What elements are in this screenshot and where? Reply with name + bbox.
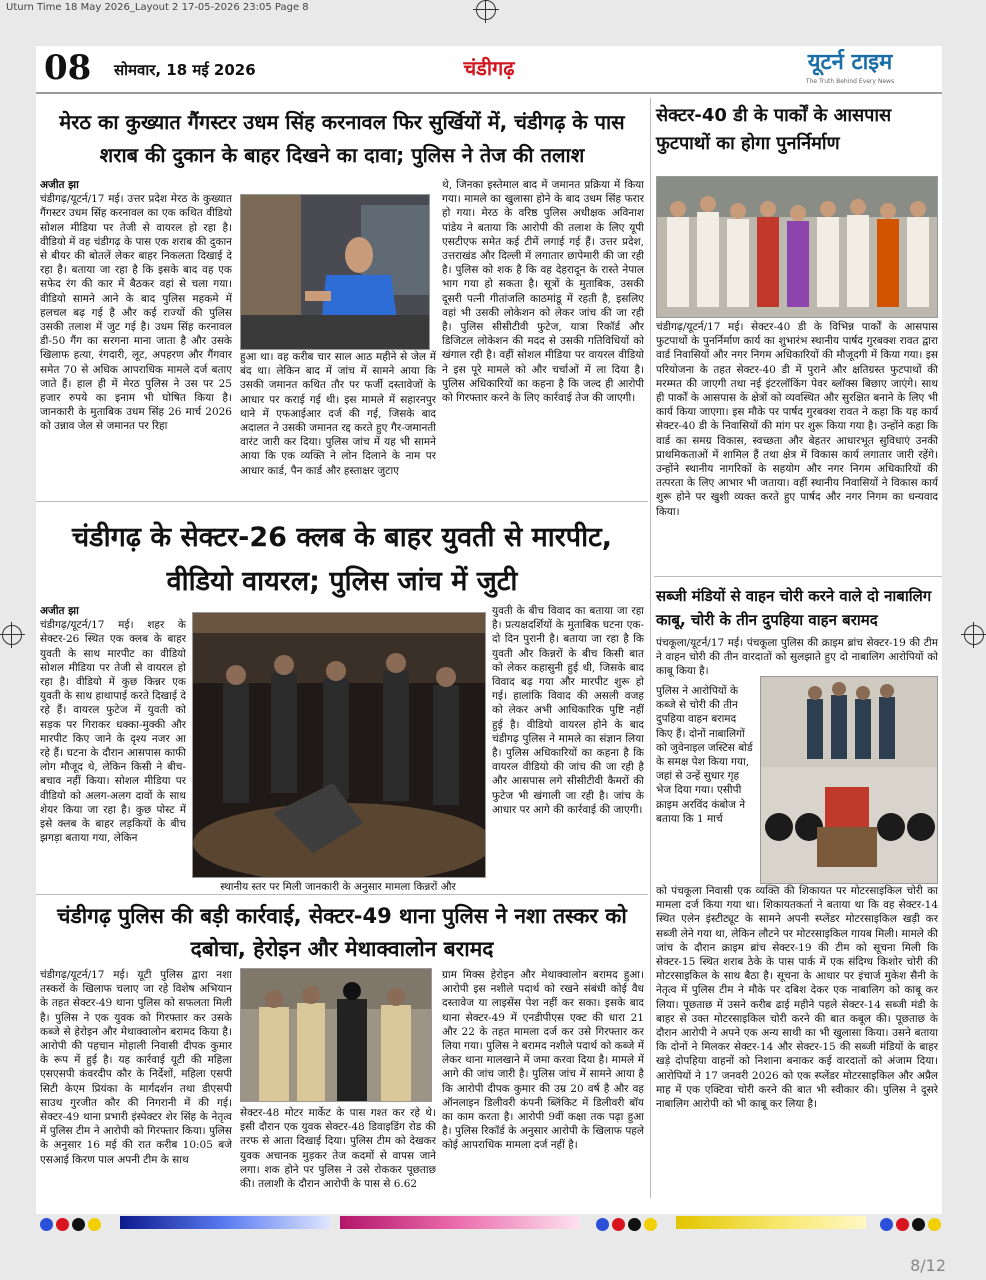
logo-tagline: The Truth Behind Every News bbox=[805, 78, 895, 85]
story1-headline: मेरठ का कुख्यात गैंगस्टर उधम सिंह करनावल फिर सुर्खियों में, चंडीगढ़ के पास शराब की दुकान के बाहर दिखने का दावा; पुलिस ने तेज की तलाश bbox=[59, 110, 625, 167]
registration-mark-right bbox=[964, 625, 984, 645]
dot-blue bbox=[596, 1218, 609, 1231]
dot-red bbox=[56, 1218, 69, 1231]
story5-column-2: सेक्टर-48 मोटर मार्केट के पास गश्त कर रहे थे। इसी दौरान एक युवक सेक्टर-48 डिवाइडिंग रोड की तरफ से आता दिखाई दिया। पुलिस टीम को देखकर युवक अचानक मुड़कर तेज कदमों से वापस जाने लगा। शक होने पर पुलिस ने उसे रोककर पूछताछ की। तलाशी के दौरान आरोपी के पास से 6.62 bbox=[240, 1107, 436, 1191]
dot-blue bbox=[40, 1218, 53, 1231]
footer-dots-right bbox=[880, 1216, 944, 1235]
story5-headline: चंडीगढ़ पुलिस की बड़ी कार्रवाई, सेक्टर-49 थाना पुलिस ने नशा तस्कर को दबोचा, हेरोइन और मेथाक्वालोन बरामद bbox=[57, 904, 627, 961]
dot-black bbox=[628, 1218, 641, 1231]
story3-text-1: चंडीगढ़/यूटर्न/17 मई। शहर के सेक्टर-26 स्थित एक क्लब के बाहर युवती के साथ मारपीट का वीडियो सोशल मीडिया पर तेजी से वायरल हो रहा है। वीडियो में कुछ किन्नर एक युवती के साथ हाथापाई करते दिखाई दे रहे हैं। वायरल फुटेज में युवती को सड़क पर गिराकर धक्का-मुक्की और मारपीट किए जाने के दृश्य नजर आ रहे हैं। घटना के दौरान आसपास काफी लोग मौजूद थे, लेकिन किसी ने बीच-बचाव नहीं किया। सोशल मीडिया पर वीडियो को अलग-अलग दावों के साथ शेयर किया जा रहा है। कुछ पोस्ट में इसे क्लब के बाहर लड़कियों के बीच झगड़ा बताया गया, लेकिन bbox=[40, 619, 186, 845]
story4-lead: पंचकूला/यूटर्न/17 मई। पंचकूला पुलिस की क्राइम ब्रांच सेक्टर-19 की टीम ने वाहन चोरी की तीन वारदातों को सुलझाते हुए दो नाबालिग आरोपियों को काबू किया है। bbox=[656, 637, 938, 678]
column-divider bbox=[650, 98, 651, 1198]
story3-headline: चंडीगढ़ के सेक्टर-26 क्लब के बाहर युवती से मारपीट, वीडियो वायरल; पुलिस जांच में जुटी bbox=[72, 522, 612, 597]
section-title: चंडीगढ़ bbox=[463, 56, 515, 80]
story4-text: को पंचकूला निवासी एक व्यक्ति की शिकायत पर मोटरसाइकिल चोरी का मामला दर्ज किया गया था। शिकायतकर्ता ने बताया था कि वह सेक्टर-14 स्थित एलेन इंस्टीट्यूट के सामने अपनी स्प्लेंडर मोटरसाइकिल खड़ी कर सब्जी लेने गया था, लेकिन लौटने पर मोटरसाइकिल गायब मिली। मामले की जांच के दौरान क्राइम ब्रांच सेक्टर-19 की टीम को सूचना मिली कि सेक्टर-15 स्थित शराब ठेके के पास पार्क में एक संदिग्ध किशोर चोरी की मोटरसाइकिल के साथ बैठा है। सूचना के आधार पर इंचार्ज मुकेश सैनी के नेतृत्व में पुलिस टीम ने मौके पर दबिश देकर एक नाबालिग को काबू कर लिया। पूछताछ में उसने करीब ढाई महीने पहले सेक्टर-14 सब्जी मंडी के बाहर से उक्त मोटरसाइकिल चोरी करने की बात कबूल की। पूछताछ के दौरान आरोपी ने अपने एक अन्य साथी का भी खुलासा किया। उसने बताया कि दोनों ने मिलकर सेक्टर-14 और सेक्टर-15 की सब्जी मंडियों के बाहर खड़े दोपहिया वाहनों को निशाना बनाकर कई वारदातों को अंजाम दिया। आरोपियों ने 17 जनवरी 2026 को एक स्प्लेंडर मोटरसाइकिल और अप्रैल माह में एक एक्टिवा चोरी करने की बात भी स्वीकार की। पुलिस ने दूसरे नाबालिग आरोपी को भी काबू कर लिया है। bbox=[656, 885, 938, 1111]
story3-photo-caption: स्थानीय स्तर पर मिली जानकारी के अनुसार मामला किन्नरों और bbox=[220, 881, 456, 893]
club-fight-photo bbox=[192, 612, 486, 878]
recovered-vehicles-photo bbox=[760, 676, 938, 884]
story2-text: चंडीगढ़/यूटर्न/17 मई। सेक्टर-40 डी के विभिन्न पार्कों के आसपास फुटपाथों के पुनर्निर्माण कार्य का शुभारंभ स्थानीय पार्षद गुरबक्श रावत द्वारा वार्ड निवासियों और नगर निगम अधिकारियों की मौजूदगी में किया गया। इस परियोजना के तहत सेक्टर-40 डी में पुराने और क्षतिग्रस्त फुटपाथों की मरम्मत की जाएगी तथा नई इंटरलॉकिंग पेवर ब्लॉक्स बिछाए जाएंगे। साथ ही पार्कों के आसपास के क्षेत्रों को व्यवस्थित और सुरक्षित बनाने के लिए भी कार्य किया जाएगा। इस मौके पर पार्षद गुरबक्श रावत ने कहा कि यह कार्य सेक्टर-40 डी के निवासियों की मांग पर शुरू किया गया है। उन्होंने कहा कि वार्ड का समग्र विकास, स्वच्छता और बेहतर आधारभूत सुविधाएं उनकी प्राथमिकताओं में शामिल हैं तथा क्षेत्र में विकास कार्य लगातार जारी रहेंगे। उन्होंने स्थानीय नागरिकों के सहयोग और नगर निगम अधिकारियों की तत्परता के लिए आभार भी जताया। वहीं स्थानीय निवासियों ने विकास कार्य शुरू होने पर खुशी व्यक्त करते हुए पार्षद और नगर निगम का धन्यवाद किया। bbox=[656, 321, 938, 518]
dot-blue bbox=[880, 1218, 893, 1231]
drug-arrest-photo bbox=[240, 968, 432, 1102]
story1-column-3: थे, जिनका इस्तेमाल बाद में जमानत प्रक्रिया में किया गया। मामले का खुलासा होने के बाद उधम सिंह फरार हो गया। मेरठ के वरिष्ठ पुलिस अधीक्षक अविनाश पांडेय ने बताया कि आरोपी की तलाश के लिए यूपी एसटीएफ समेत कई टीमें लगाई गई हैं। उत्तर प्रदेश, उत्तराखंड और दिल्ली में लगातार छापेमारी की जा रही है। पुलिस को शक है कि वह देहरादून के रास्ते नेपाल भाग गया हो सकता है। सूत्रों के मुताबिक, उसकी दूसरी पत्नी गीतांजलि काठमांडू में रहती है, इसलिए वहां भी उसकी लोकेशन को लेकर जांच की जा रही है। पुलिस सीसीटीवी फुटेज, यात्रा रिकॉर्ड और डिजिटल लोकेशन की मदद से उसकी गतिविधियों को खंगाल रही है। वहीं सोशल मीडिया पर वायरल वीडियो ने इस पूरे मामले को और चर्चाओं में ला दिया है। पुलिस अधिकारियों का कहना है कि जल्द ही आरोपी को गिरफ्तार करने के लिए कार्रवाई तेज की जाएगी। bbox=[442, 179, 644, 405]
story5-column-3: ग्राम मिक्स हेरोइन और मेथाक्वालोन बरामद हुआ। आरोपी इस नशीले पदार्थ को रखने संबंधी कोई वैध दस्तावेज या लाइसेंस पेश नहीं कर सका। इसके बाद थाना सेक्टर-49 में एनडीपीएस एक्ट की धारा 21 और 22 के तहत मामला दर्ज कर उसे गिरफ्तार कर लिया गया। पुलिस ने बरामद नशीले पदार्थ को कब्जे में लेकर थाना मालखाने में जमा करवा दिया है। मामले में आगे की जांच जारी है। पुलिस जांच में सामने आया है कि आरोपी दीपक कुमार की उम्र 20 वर्ष है और वह ऑनलाइन डिलीवरी कंपनी ब्लिंकिट में डिलीवरी बॉय का काम करता है। आरोपी 9वीं कक्षा तक पढ़ा हुआ है। पुलिस रिकॉर्ड के अनुसार आरोपी के खिलाफ पहले कोई आपराधिक मामला दर्ज नहीं है। bbox=[442, 969, 644, 1152]
story1-byline: अजीत झा bbox=[40, 179, 79, 191]
page-number: 08 bbox=[44, 48, 92, 88]
newspaper-page bbox=[36, 46, 942, 1214]
story3-byline: अजीत झा bbox=[40, 605, 79, 617]
registration-mark-top bbox=[476, 0, 496, 20]
story-divider-3 bbox=[654, 576, 942, 577]
story-divider-2 bbox=[36, 894, 648, 895]
issue-date: सोमवार, 18 मई 2026 bbox=[114, 61, 256, 79]
sector40-inauguration-photo bbox=[656, 176, 938, 318]
registration-mark-left bbox=[2, 625, 22, 645]
dot-yellow bbox=[928, 1218, 941, 1231]
dot-red bbox=[612, 1218, 625, 1231]
story2-headline: सेक्टर-40 डी के पार्कों के आसपास फुटपाथों का होगा पुनर्निर्माण bbox=[656, 105, 892, 154]
story-divider-1 bbox=[36, 501, 648, 502]
story4-headline: सब्जी मंडियों से वाहन चोरी करने वाले दो नाबालिग काबू, चोरी के तीन दुपहिया वाहन बरामद bbox=[656, 587, 932, 629]
footer-dots-center bbox=[596, 1216, 660, 1235]
print-slug: Uturn Time 18 May 2026_Layout 2 17-05-2026 23:05 Page 8 bbox=[6, 2, 309, 13]
page-header bbox=[36, 46, 942, 94]
story1-column-1 bbox=[40, 178, 232, 500]
color-bar-yellow bbox=[676, 1216, 866, 1229]
logo-name: यूटर्न टाइम bbox=[807, 50, 893, 75]
story5-column-1: चंडीगढ़/यूटर्न/17 मई। यूटी पुलिस द्वारा नशा तस्करों के खिलाफ चलाए जा रहे विशेष अभियान के तहत सेक्टर-49 थाना पुलिस को सफलता मिली है। पुलिस ने एक युवक को गिरफ्तार कर उसके कब्जे से हेरोइन और मेथाक्वालोन बरामद किया है। आरोपी की पहचान मोहाली निवासी दीपक कुमार के रूप में हुई है। यह कार्रवाई यूटी की महिला एसएसपी कंवरदीप कौर के निर्देशों, महिला एसपी सिटी केएम प्रियंका के मार्गदर्शन तथा डीएसपी साउथ गुरजीत कौर की निगरानी में की गई। सेक्टर-49 थाना प्रभारी इंस्पेक्टर शेर सिंह के नेतृत्व में पुलिस टीम ने आरोपी को गिरफ्तार किया। पुलिस के अनुसार 16 मई की रात करीब 10:05 बजे एसआई किरण पाल अपनी टीम के साथ bbox=[40, 969, 232, 1166]
page-counter: 8/12 bbox=[910, 1256, 946, 1275]
masthead-logo bbox=[762, 48, 938, 88]
footer-dots-left bbox=[40, 1216, 104, 1235]
gangster-photo bbox=[240, 194, 430, 350]
dot-yellow bbox=[644, 1218, 657, 1231]
story1-column-2: हुआ था। वह करीब चार साल आठ महीने से जेल में बंद था। लेकिन बाद में जांच में सामने आया कि उसकी जमानत कथित तौर पर फर्जी दस्तावेजों के आधार पर कराई गई थी। इस मामले में सहारनपुर थाने में एफआईआर दर्ज की गई, जिसके बाद अदालत ने उसकी जमानत रद्द करते हुए गैर-जमानती वारंट जारी कर दिया। पुलिस जांच में यह भी सामने आया कि एक व्यक्ति ने लोन दिलाने के नाम पर आधार कार्ड, पैन कार्ड और हस्ताक्षर जुटाए bbox=[240, 351, 436, 477]
dot-black bbox=[72, 1218, 85, 1231]
story1-text-1: चंडीगढ़/यूटर्न/17 मई। उत्तर प्रदेश मेरठ के कुख्यात गैंगस्टर उधम सिंह करनावल का एक कथित वीडियो सोशल मीडिया पर तेजी से वायरल हो रहा है। वीडियो में वह चंडीगढ़ के पास एक शराब की दुकान से बीयर की बोतलें लेकर बाहर निकलता दिखाई दे रहा है। बताया जा रहा है कि इसके बाद वह एक सफेद रंग की कार में बैठकर वहां से चला गया। वीडियो सामने आने के बाद पुलिस महकमे में हलचल बढ़ गई है और कई राज्यों की पुलिस उसकी तलाश में जुट गई है। उधम सिंह करनावल डी-50 गैंग का सरगना माना जाता है और उसके खिलाफ हत्या, रंगदारी, लूट, अपहरण और गैंगवार समेत 70 से अधिक आपराधिक मामले दर्ज बताए जाते हैं। हाल ही में मेरठ पुलिस ने उस पर 25 हजार रुपये का इनाम भी घोषित किया है। जानकारी के मुताबिक उधम सिंह 26 मार्च 2026 को उन्नाव जेल से जमानत पर रिहा bbox=[40, 193, 232, 433]
dot-red bbox=[896, 1218, 909, 1231]
color-bar-blue bbox=[120, 1216, 330, 1229]
story3-column-1 bbox=[40, 604, 186, 894]
story4-narrow-column: पुलिस ने आरोपियों के कब्जे से चोरी की तीन दुपहिया वाहन बरामद किए हैं। दोनों नाबालिगों को जुवेनाइल जस्टिस बोर्ड के समक्ष पेश किया गया, जहां से उन्हें सुधार गृह भेज दिया गया। एसीपी क्राइम अरविंद कंबोज ने बताया कि 1 मार्च bbox=[656, 685, 753, 825]
dot-yellow bbox=[88, 1218, 101, 1231]
page-footer bbox=[0, 1210, 986, 1240]
dot-black bbox=[912, 1218, 925, 1231]
story3-column-3: युवती के बीच विवाद का बताया जा रहा है। प्रत्यक्षदर्शियों के मुताबिक घटना एक-दो दिन पुरानी है। बताया जा रहा है कि युवती और किन्नरों के बीच किसी बात को लेकर कहासुनी हुई थी, जिसके बाद विवाद बढ़ गया और मारपीट शुरू हो गई। हालांकि विवाद की असली वजह को लेकर अभी आधिकारिक पुष्टि नहीं हुई है। वीडियो वायरल होने के बाद चंडीगढ़ पुलिस ने मामले का संज्ञान लिया है। पुलिस अधिकारियों का कहना है कि वायरल वीडियो की जांच की जा रही है और आसपास लगे सीसीटीवी कैमरों की फुटेज भी खंगाली जा रही है। जांच के आधार पर आगे की कार्रवाई की जाएगी। bbox=[492, 605, 644, 816]
color-bar-magenta bbox=[340, 1216, 580, 1229]
